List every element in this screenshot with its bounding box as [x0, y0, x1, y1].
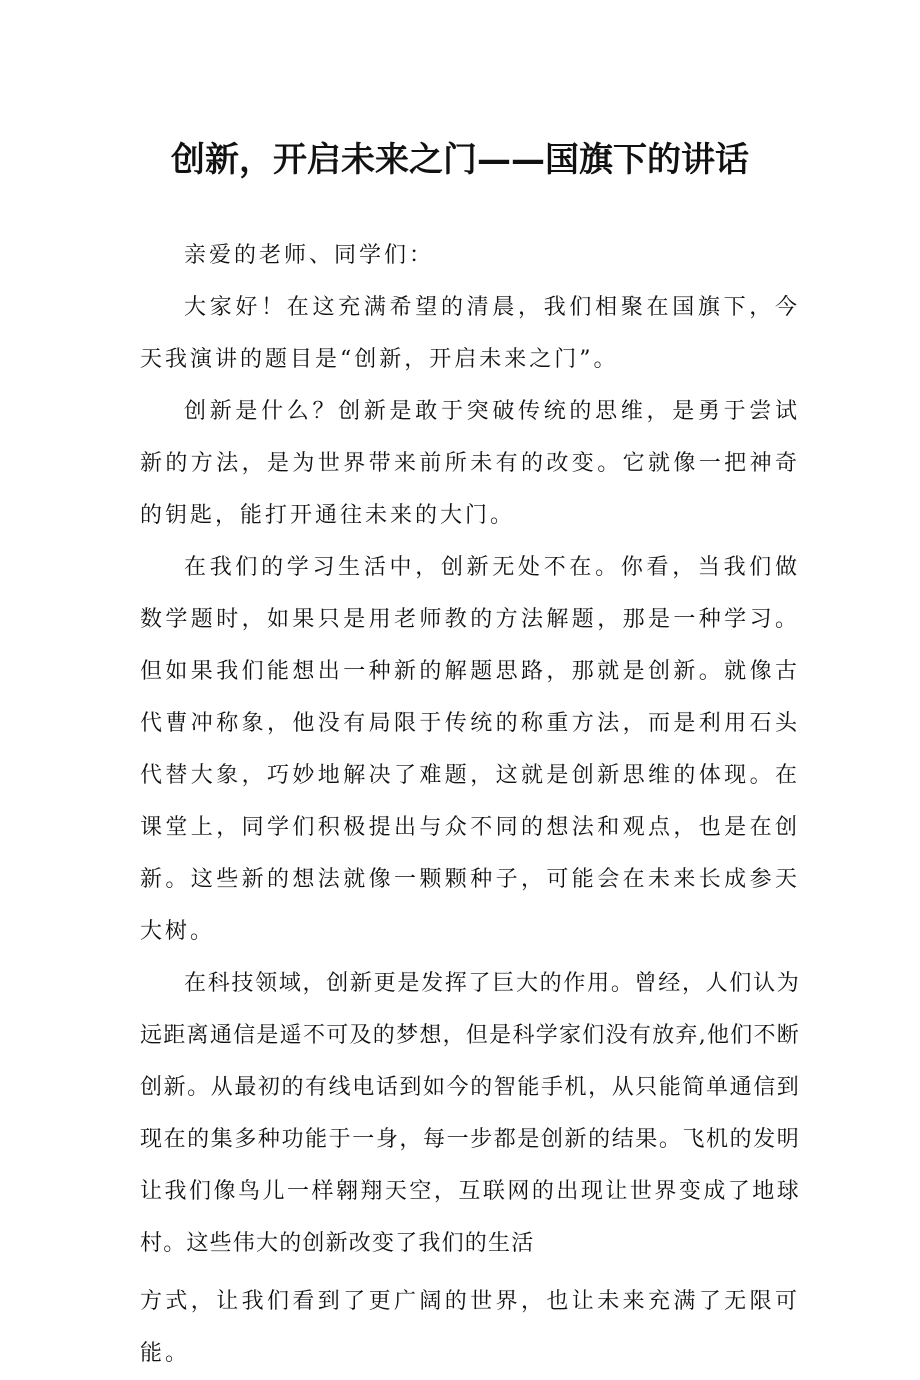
salutation: 亲爱的老师、同学们：	[184, 243, 435, 268]
paragraph-innovation-in-study: 在我们的学习生活中，创新无处不在。你看，当我们做数学题时，如果只是用老师教的方法解题，那是一种学习。但如果我们能想出一种新的解题思路，那就是创新。就像古代曹冲称象，他没有局限于传统的称重方法，而是利用石头代替大象，巧妙地解决了难题，这就是创新思维的体现。在课堂上，同学们积极提出与众不同的想法和观点，也是在创新。这些新的想法就像一颗颗种子，可能会在未来长成参天大树。	[140, 555, 800, 944]
paragraph-greeting: 大家好！在这充满希望的清晨，我们相聚在国旗下，今天我演讲的题目是“创新，开启未来之门”。	[140, 295, 800, 372]
paragraph-innovation-in-technology: 在科技领域，创新更是发挥了巨大的作用。曾经，人们认为远距离通信是遥不可及的梦想，但是科学家们没有放弃,他们不断创新。从最初的有线电话到如今的智能手机，从只能简单通信到现在的集多种功能于一身，每一步都是创新的结果。飞机的发明让我们像鸟儿一样翱翔天空，互联网的出现让世界变成了地球村。这些伟大的创新改变了我们的生活	[140, 971, 800, 1256]
paragraph-continuation: 方式，让我们看到了更广阔的世界，也让未来充满了无限可能。	[140, 1289, 800, 1366]
paragraph-what-is-innovation: 创新是什么？创新是敢于突破传统的思维，是勇于尝试新的方法，是为世界带来前所未有的改变。它就像一把神奇的钥匙，能打开通往未来的大门。	[140, 399, 800, 528]
document-body	[140, 236, 800, 1380]
document-title: 创新，开启未来之门——国旗下的讲话	[171, 140, 749, 180]
